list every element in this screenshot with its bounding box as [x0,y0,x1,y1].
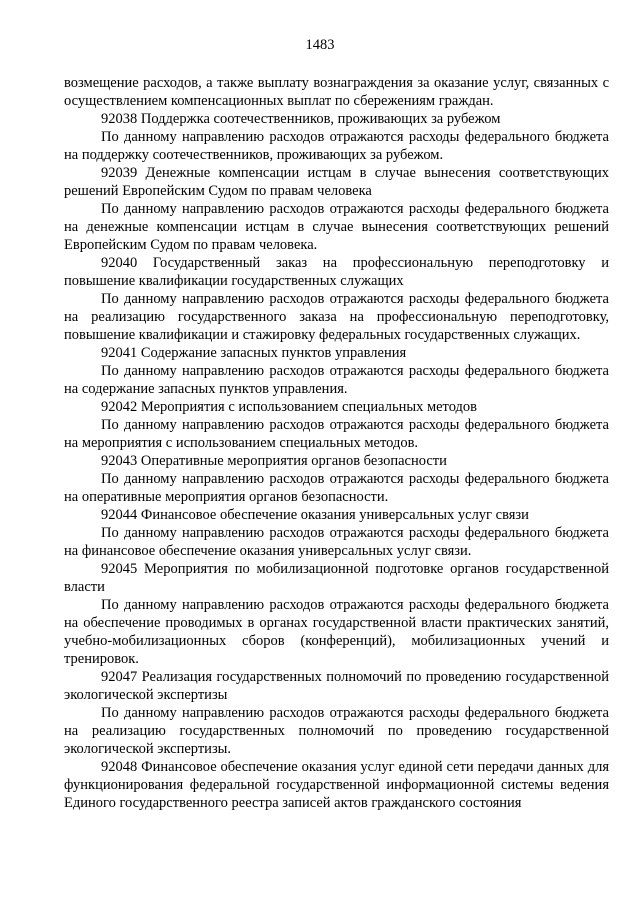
paragraph-92042: По данному направлению расходов отражаются расходы федерального бюджета на мероприятия с использованием специальных методов. [64,417,609,451]
section-heading-92048: 92048 Финансовое обеспечение оказания услуг единой сети передачи данных для функционирования федеральной государственной информационной системы ведения Единого государственного реестра записей актов гражданского состояния [64,759,609,811]
section-heading-92043: 92043 Оперативные мероприятия органов безопасности [101,453,447,469]
section-heading-92041: 92041 Содержание запасных пунктов управления [101,345,407,361]
section-heading-92047: 92047 Реализация государственных полномочий по проведению государственной экологической экспертизы [64,669,609,703]
section-heading-92040: 92040 Государственный заказ на профессиональную переподготовку и повышение квалификации государственных служащих [64,255,609,289]
section-heading-92042: 92042 Мероприятия с использованием специальных методов [101,399,478,415]
section-heading-92038: 92038 Поддержка соотечественников, проживающих за рубежом [101,111,501,127]
paragraph-92045: По данному направлению расходов отражаются расходы федерального бюджета на обеспечение проводимых в органах государственной власти практических занятий, учебно-мобилизационных сборов (конференций), мобилизационных учений и тренировок. [64,597,609,667]
paragraph-92039: По данному направлению расходов отражаются расходы федерального бюджета на денежные компенсации истцам в случае вынесения соответствующих решений Европейским Судом по правам человека. [64,201,609,253]
section-heading-92039: 92039 Денежные компенсации истцам в случае вынесения соответствующих решений Европейским Судом по правам человека [64,165,609,199]
paragraph-92044: По данному направлению расходов отражаются расходы федерального бюджета на финансовое обеспечение оказания универсальных услуг связи. [64,525,609,559]
page-number: 1483 [305,37,335,53]
section-heading-92045: 92045 Мероприятия по мобилизационной подготовке органов государственной власти [64,561,609,595]
paragraph-continuation: возмещение расходов, а также выплату вознаграждения за оказание услуг, связанных с осуществлением компенсационных выплат по сбережениям граждан. [64,75,609,109]
paragraph-92040: По данному направлению расходов отражаются расходы федерального бюджета на реализацию государственного заказа на профессиональную переподготовку, повышение квалификации и стажировку федеральных государственных служащих. [64,291,609,343]
paragraph-92038: По данному направлению расходов отражаются расходы федерального бюджета на поддержку соотечественников, проживающих за рубежом. [64,129,609,163]
paragraph-92041: По данному направлению расходов отражаются расходы федерального бюджета на содержание запасных пунктов управления. [64,363,609,397]
section-heading-92044: 92044 Финансовое обеспечение оказания универсальных услуг связи [101,507,529,523]
document-body [64,74,609,812]
paragraph-92047: По данному направлению расходов отражаются расходы федерального бюджета на реализацию государственных полномочий по проведению государственной экологической экспертизы. [64,705,609,757]
paragraph-92043: По данному направлению расходов отражаются расходы федерального бюджета на оперативные мероприятия органов безопасности. [64,471,609,505]
